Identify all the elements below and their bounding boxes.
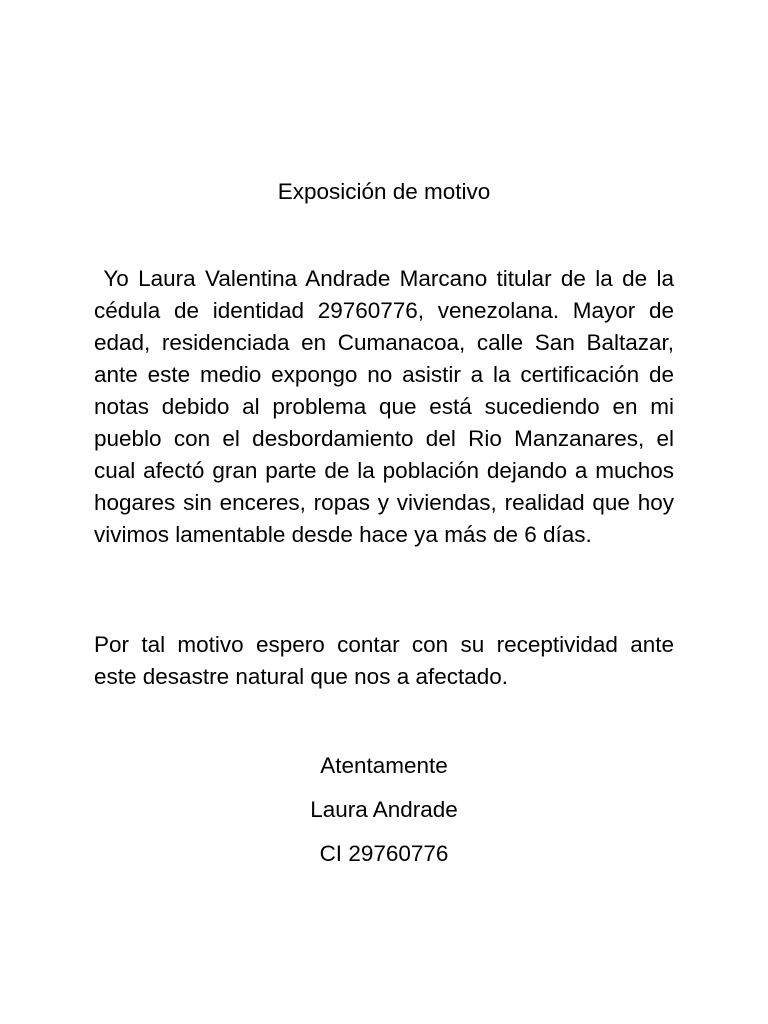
signer-id: CI 29760776 xyxy=(319,841,449,866)
document-title: Exposición de motivo xyxy=(277,179,491,204)
body-paragraph-statement: Yo Laura Valentina Andrade Marcano titular de la de la cédula de identidad 29760776, venezolana. Mayor de edad, residenciada en Cumanacoa, calle San Baltazar, ante este medio expongo no asistir a la certificación de notas debido al problema que está sucediendo en mi pueblo con el desbordamiento del Rio Manzanares, el cual afectó gran parte de la población dejando a muchos hogares sin enceres, ropas y viviendas, realidad que hoy vivimos lamentable desde hace ya más de 6 días. xyxy=(94,266,681,547)
body-paragraph-request: Por tal motivo espero contar con su receptividad ante este desastre natural que nos a afectado. xyxy=(94,632,674,689)
closing-salutation: Atentamente xyxy=(320,753,448,778)
signer-name: Laura Andrade xyxy=(310,797,458,822)
